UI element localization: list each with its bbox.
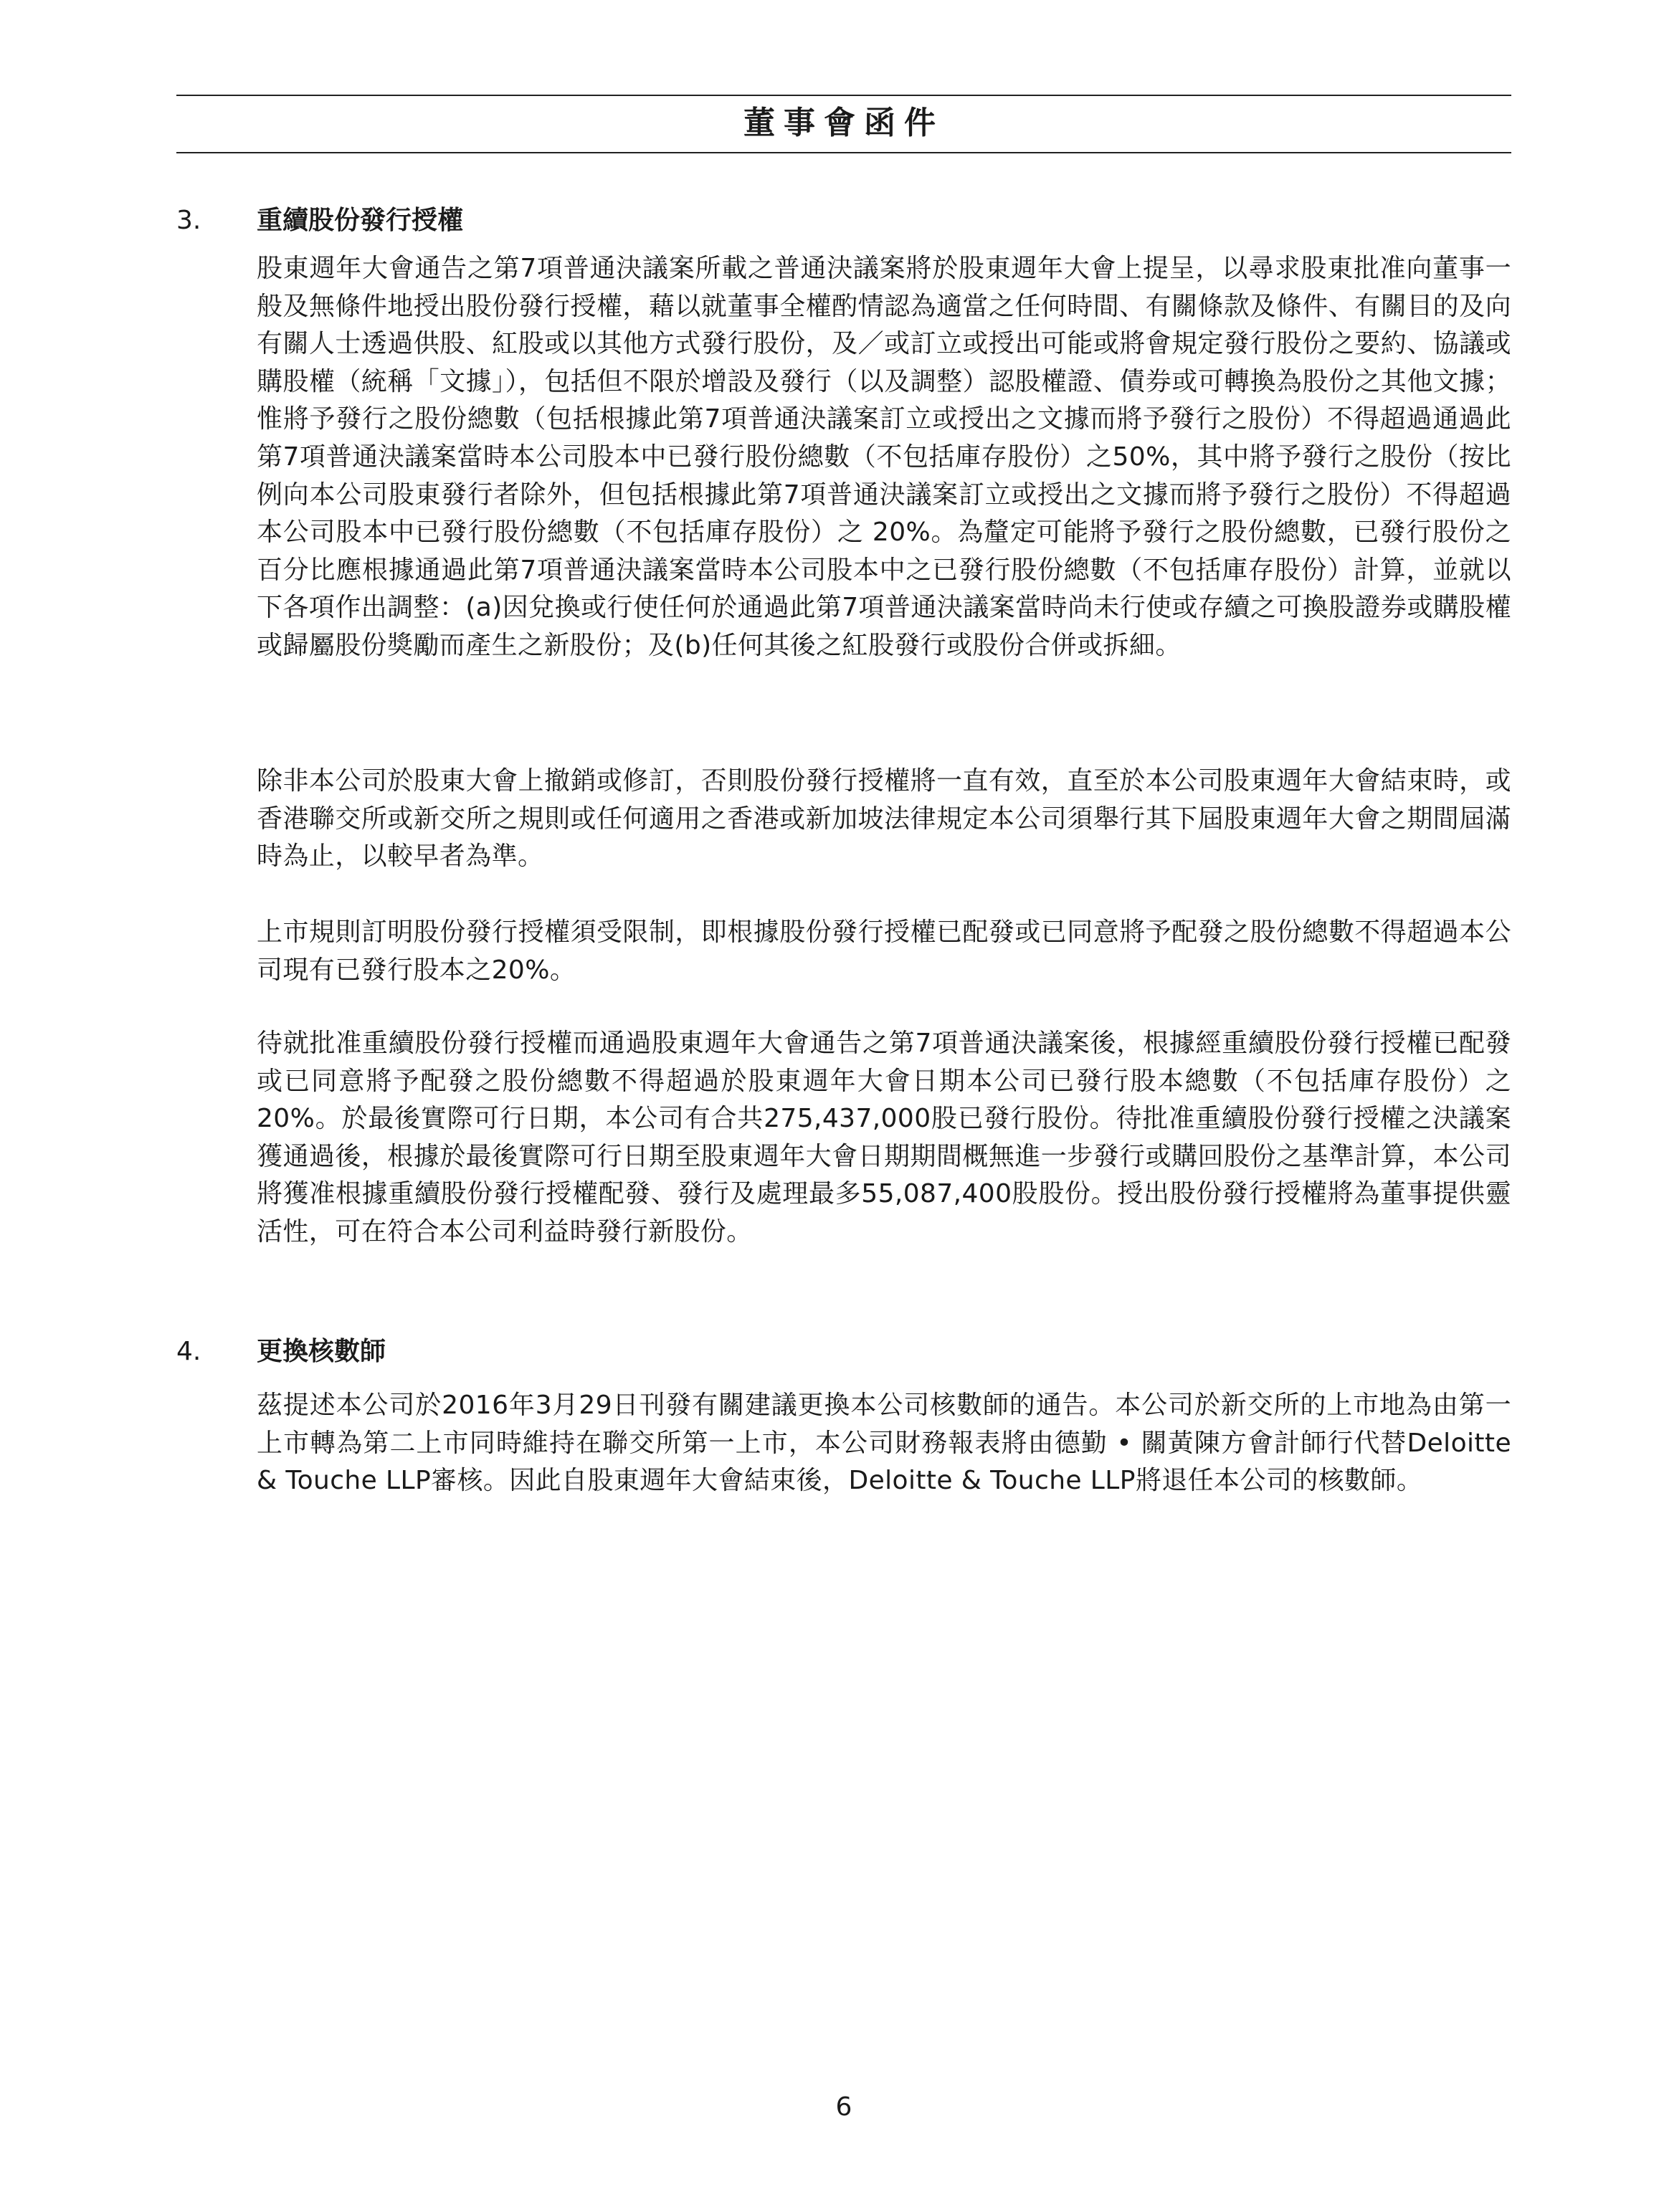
section-title: 更換核數師 [257, 1337, 386, 1366]
paragraph: 上市規則訂明股份發行授權須受限制，即根據股份發行授權已配發或已同意將予配發之股份總數不得超過本公司現有已發行股本之20%。 [257, 917, 1511, 985]
paragraph: 待就批准重續股份發行授權而通過股東週年大會通告之第7項普通決議案後，根據經重續股份發行授權已配發或已同意將予配發之股份總數不得超過於股東週年大會日期本公司已發行股本總數（不包括庫存股份）之20%。於最後實際可行日期，本公司有合共275,437,000股已發行股份。待批准重續股份發行授權之決議案獲通過後，根據於最後實際可行日期至股東週年大會日期期間概無進一步發行或購回股份之基準計算，本公司將獲准根據重續股份發行授權配發、發行及處理最多55,087,400股股份。授出股份發行授權將為董事提供靈活性，可在符合本公司利益時發行新股份。 [257, 1029, 1511, 1246]
paragraph: 茲提述本公司於2016年3月29日刊發有關建議更換本公司核數師的通告。本公司於新交所的上市地為由第一上市轉為第二上市同時維持在聯交所第一上市，本公司財務報表將由德勤 • 關黃陳方會計師行代替Deloitte & Touche LLP審核。因此自股東週年大會結束後，Deloitte & Touche LLP將退任本公司的核數師。 [257, 1391, 1511, 1496]
header-top-rule [176, 95, 1511, 96]
page-number: 6 [835, 2092, 852, 2122]
section-number: 4. [176, 1337, 201, 1366]
header-bottom-rule [176, 152, 1511, 153]
paragraph: 除非本公司於股東大會上撤銷或修訂，否則股份發行授權將一直有效，直至於本公司股東週年大會結束時，或香港聯交所或新交所之規則或任何適用之香港或新加坡法律規定本公司須舉行其下屆股東週年大會之期間屆滿時為止，以較早者為準。 [257, 766, 1511, 872]
paragraph: 股東週年大會通告之第7項普通決議案所載之普通決議案將於股東週年大會上提呈，以尋求股東批准向董事一般及無條件地授出股份發行授權，藉以就董事全權酌情認為適當之任何時間、有關條款及條件、有關目的及向有關人士透過供股、紅股或以其他方式發行股份，及／或訂立或授出可能或將會規定發行股份之要約、協議或購股權（統稱「文據」），包括但不限於增設及發行（以及調整）認股權證、債券或可轉換為股份之其他文據；惟將予發行之股份總數（包括根據此第7項普通決議案訂立或授出之文據而將予發行之股份）不得超過通過此第7項普通決議案當時本公司股本中已發行股份總數（不包括庫存股份）之50%，其中將予發行之股份（按比例向本公司股東發行者除外，但包括根據此第7項普通決議案訂立或授出之文據而將予發行之股份）不得超過本公司股本中已發行股份總數（不包括庫存股份）之 20%。為釐定可能將予發行之股份總數，已發行股份之百分比應根據通過此第7項普通決議案當時本公司股本中之已發行股份總數（不包括庫存股份）計算，並就以下各項作出調整：(a)因兌換或行使任何於通過此第7項普通決議案當時尚未行使或存續之可換股證券或購股權或歸屬股份獎勵而產生之新股份；及(b)任何其後之紅股發行或股份合併或拆細。 [257, 254, 1511, 660]
page-title: 董事會函件 [743, 105, 944, 141]
section-title: 重續股份發行授權 [257, 206, 464, 235]
section-number: 3. [176, 206, 201, 235]
